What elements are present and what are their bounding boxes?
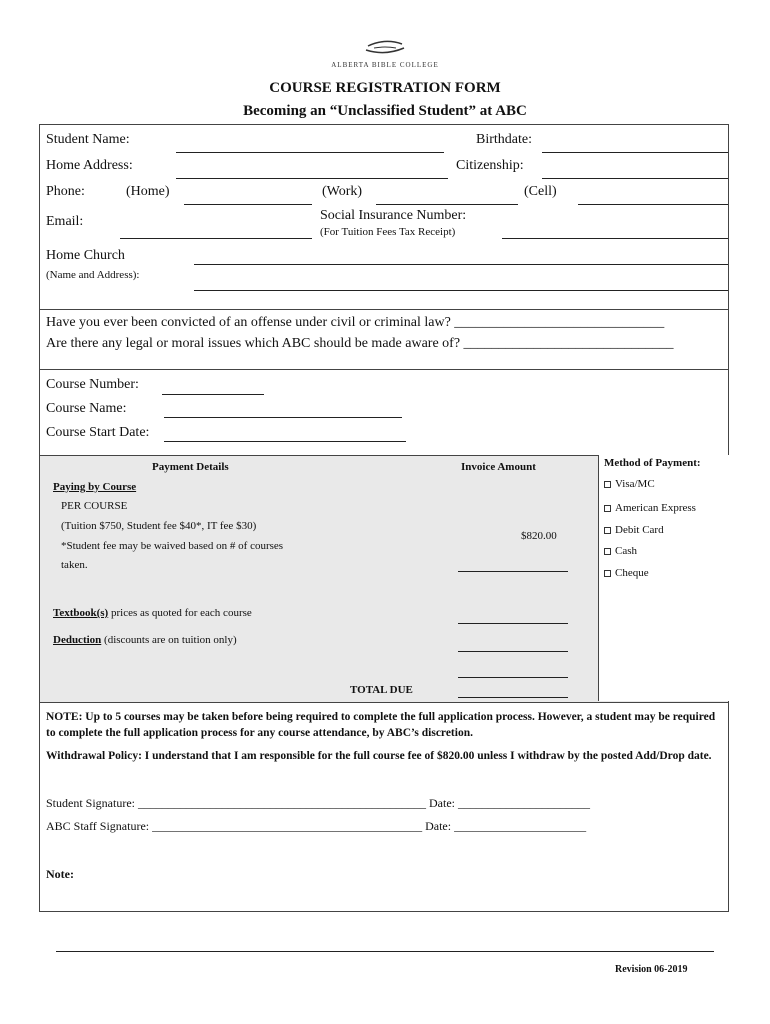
phone-label: Phone: bbox=[46, 184, 85, 199]
textbooks-amount-field[interactable] bbox=[458, 623, 568, 624]
waive-note-line-1: *Student fee may be waived based on # of courses bbox=[61, 540, 284, 552]
citizenship-field[interactable] bbox=[542, 178, 728, 179]
course-name-label: Course Name: bbox=[46, 401, 127, 416]
payment-method-debit[interactable] bbox=[604, 524, 664, 536]
phone-cell-label: (Cell) bbox=[524, 184, 557, 199]
email-label: Email: bbox=[46, 214, 84, 229]
home-church-field-1[interactable] bbox=[194, 264, 728, 265]
payment-details-header: Payment Details bbox=[152, 461, 229, 473]
legal-question-1: Have you ever been convicted of an offense under civil or criminal law? ______________________________ bbox=[46, 315, 665, 330]
sin-note: (For Tuition Fees Tax Receipt) bbox=[320, 226, 456, 238]
form-title: COURSE REGISTRATION FORM bbox=[269, 80, 501, 96]
payment-method-visa[interactable] bbox=[604, 478, 655, 490]
course-number-label: Course Number: bbox=[46, 377, 139, 392]
section-divider bbox=[39, 309, 729, 310]
sin-field[interactable] bbox=[502, 238, 728, 239]
email-field[interactable] bbox=[120, 238, 312, 239]
total-due-label: TOTAL DUE bbox=[350, 684, 413, 696]
home-church-note: (Name and Address): bbox=[46, 269, 140, 281]
withdrawal-policy: Withdrawal Policy: I understand that I am responsible for the full course fee of $820.00 unless I withdraw by the posted Add/Drop date. bbox=[46, 750, 712, 762]
payment-method-label: Cash bbox=[615, 545, 637, 557]
student-name-field[interactable] bbox=[176, 152, 444, 153]
form-subtitle: Becoming an “Unclassified Student” at ABC bbox=[243, 103, 527, 119]
deduction-label: Deduction bbox=[53, 634, 102, 646]
payment-method-label: Debit Card bbox=[615, 524, 664, 536]
college-logo bbox=[330, 38, 440, 68]
paying-by-course-label: Paying by Course bbox=[53, 481, 137, 493]
course-start-date-field[interactable] bbox=[164, 441, 406, 442]
phone-home-label: (Home) bbox=[126, 184, 170, 199]
waive-note-line-2: taken. bbox=[61, 559, 88, 571]
total-due-field[interactable] bbox=[458, 697, 568, 698]
birthdate-label: Birthdate: bbox=[476, 132, 532, 147]
section-divider bbox=[39, 369, 729, 370]
textbooks-row bbox=[53, 607, 252, 619]
payment-method-cash[interactable] bbox=[604, 545, 637, 557]
home-address-label: Home Address: bbox=[46, 158, 133, 173]
logo-mark-icon bbox=[330, 38, 440, 58]
legal-question-2: Are there any legal or moral issues which ABC should be made aware of? ______________________________ bbox=[46, 336, 674, 351]
course-number-field[interactable] bbox=[162, 394, 264, 395]
checkbox-icon[interactable] bbox=[604, 527, 611, 534]
checkbox-icon[interactable] bbox=[604, 570, 611, 577]
textbooks-text: prices as quoted for each course bbox=[108, 607, 252, 619]
home-church-label: Home Church bbox=[46, 248, 125, 263]
home-church-field-2[interactable] bbox=[194, 290, 728, 291]
deduction-row bbox=[53, 634, 237, 646]
sin-label: Social Insurance Number: bbox=[320, 208, 467, 223]
per-course-label: PER COURSE bbox=[61, 500, 128, 512]
checkbox-icon[interactable] bbox=[604, 481, 611, 488]
total-separator-line bbox=[458, 677, 568, 678]
invoice-amount-header: Invoice Amount bbox=[461, 461, 536, 473]
footer-rule bbox=[56, 951, 714, 952]
checkbox-icon[interactable] bbox=[604, 548, 611, 555]
deduction-text: (discounts are on tuition only) bbox=[101, 634, 237, 646]
student-signature-line[interactable]: Student Signature: ________________________________________________ Date: ______________________ bbox=[46, 796, 590, 810]
phone-home-field[interactable] bbox=[184, 204, 312, 205]
fee-breakdown: (Tuition $750, Student fee $40*, IT fee $30) bbox=[61, 520, 257, 532]
phone-work-field[interactable] bbox=[376, 204, 518, 205]
course-name-field[interactable] bbox=[164, 417, 402, 418]
deduction-amount-field[interactable] bbox=[458, 651, 568, 652]
payment-method-label: American Express bbox=[615, 502, 696, 514]
note-label: Note: bbox=[46, 867, 74, 881]
phone-cell-field[interactable] bbox=[578, 204, 728, 205]
course-amount-line bbox=[458, 571, 568, 572]
citizenship-label: Citizenship: bbox=[456, 158, 524, 173]
payment-method-amex[interactable] bbox=[604, 502, 696, 514]
student-name-label: Student Name: bbox=[46, 132, 130, 147]
payment-method-label: Cheque bbox=[615, 567, 649, 579]
course-amount: $820.00 bbox=[521, 530, 557, 542]
method-of-payment-header: Method of Payment: bbox=[604, 457, 701, 469]
payment-method-label: Visa/MC bbox=[615, 478, 655, 490]
birthdate-field[interactable] bbox=[542, 152, 728, 153]
payment-method-cheque[interactable] bbox=[604, 567, 649, 579]
home-address-field[interactable] bbox=[176, 178, 448, 179]
course-start-date-label: Course Start Date: bbox=[46, 425, 150, 440]
staff-signature-line[interactable]: ABC Staff Signature: _____________________________________________ Date: ______________________ bbox=[46, 819, 587, 833]
revision-label: Revision 06-2019 bbox=[615, 964, 688, 975]
college-name: ALBERTA BIBLE COLLEGE bbox=[331, 61, 439, 69]
phone-work-label: (Work) bbox=[322, 184, 363, 199]
textbooks-label: Textbook(s) bbox=[53, 607, 109, 619]
note-paragraph: NOTE: Up to 5 courses may be taken before being required to complete the full application process. However, a student may be required to complete the full application process for any course attendance, by ABC’s discretion. bbox=[46, 711, 716, 739]
checkbox-icon[interactable] bbox=[604, 505, 611, 512]
